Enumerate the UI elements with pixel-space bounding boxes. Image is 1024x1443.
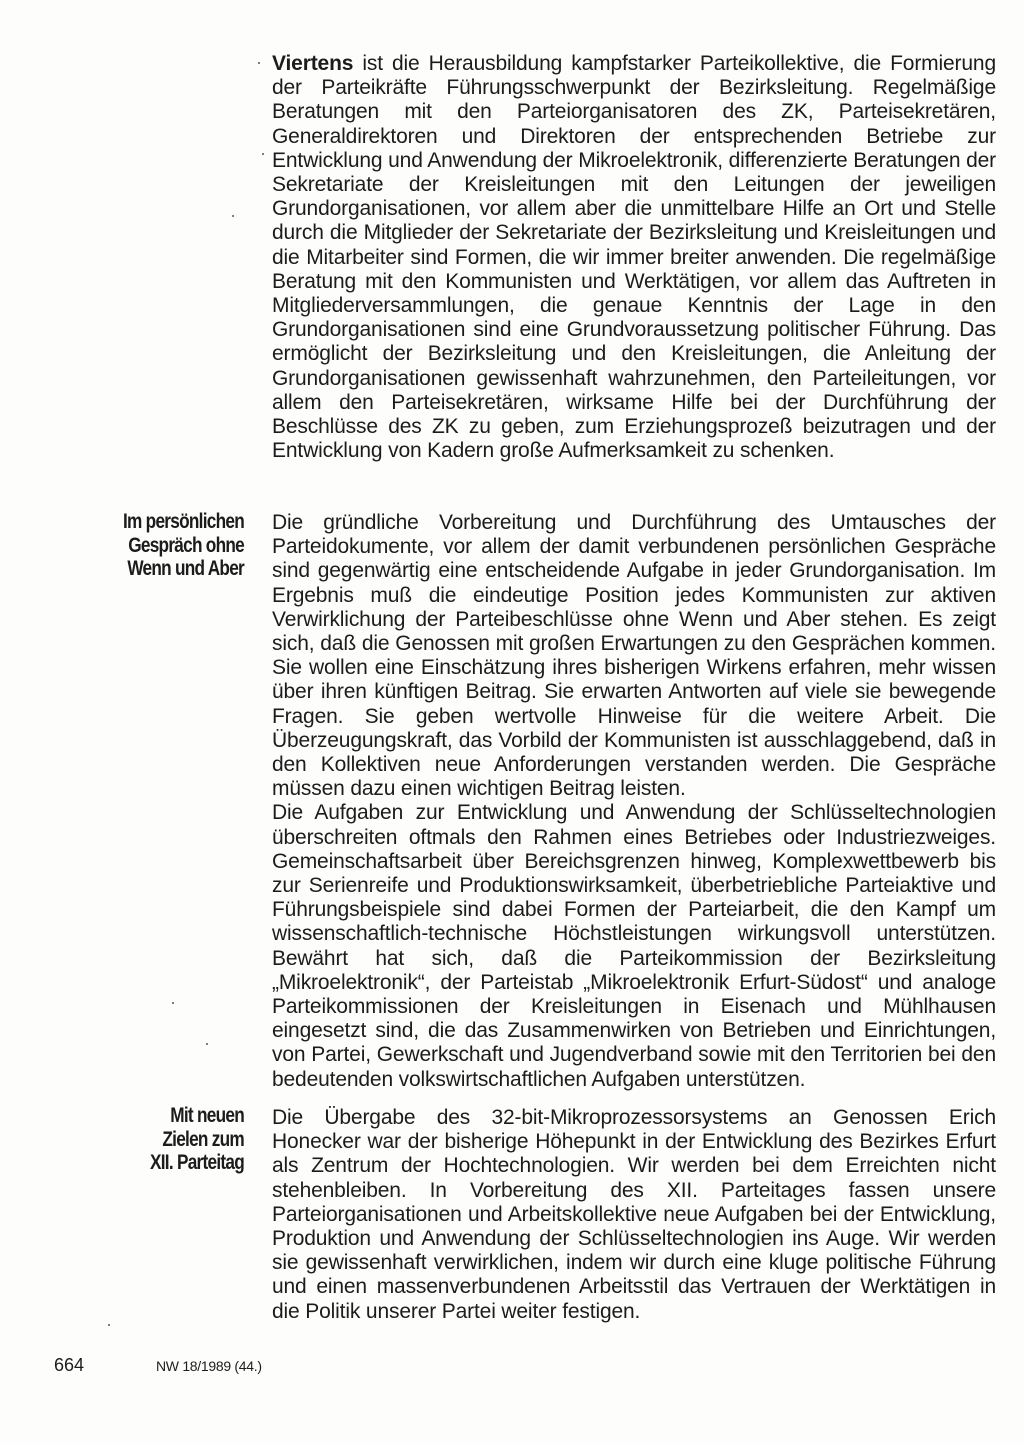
section-viertens [272, 52, 996, 463]
margin-heading-line: Zielen zum [162, 1127, 244, 1151]
paragraph-viertens [272, 52, 996, 463]
paragraph-text: ist die Herausbildung kampfstarker Parteikollektive, die Formierung der Parteikräfte Führungsschwerpunkt der Bezirksleitung. Regelmäßige Beratungen mit den Parteiorganisatoren des ZK, Parteisekretären, Generaldirektoren und Direktoren der entsprechenden Betriebe zur Entwicklung und Anwendung der Mikroelektronik, differenzierte Beratungen der Sekretariate der Kreisleitungen mit den Leitungen der jeweiligen Grundorganisationen, vor allem aber die unmittelbare Hilfe an Ort und Stelle durch die Mitglieder der Sekretariate der Bezirksleitung und Kreisleitungen und die Mitarbeiter sind Formen, die wir immer breiter anwenden. Die regelmäßige Beratung mit den Kommunisten und Werktätigen, vor allem das Auftreten in Mitgliederversammlungen, die genaue Kenntnis der Lage in den Grundorganisationen sind eine Grundvoraussetzung politischer Führung. Das ermöglicht der Bezirksleitung und den Kreisleitungen, die Anleitung der Grundorganisationen gewissenhaft wahrzunehmen, den Parteileitungen, vor allem den Parteisekretären, wirksame Hilfe bei der Durchführung der Beschlüsse des ZK zu geben, zum Erziehungsprozeß beizutragen und der Entwicklung von Kadern große Aufmerksamkeit zu schenken. [272, 52, 996, 463]
paragraph-uebergabe: Die Übergabe des 32-bit-Mikroprozessorsystems an Genossen Erich Honecker war der bisherige Höhepunkt in der Entwicklung des Bezirkes Erfurt als Zentrum der Hochtechnologien. Wir werden bei dem Erreichten nicht stehenbleiben. In Vorbereitung des XII. Parteitages fassen unsere Parteiorganisationen und Arbeitskollektive neue Aufgaben bei der Entwicklung, Produktion und Anwendung der Schlüsseltechnologien ins Auge. Wir werden sie gewissenhaft verwirklichen, indem wir durch eine kluge politische Führung und einen massenverbundenen Arbeitsstil das Vertrauen der Werktätigen in die Politik unserer Partei weiter festigen. [272, 1106, 996, 1323]
print-speck [108, 1324, 110, 1326]
margin-heading-neue-ziele [88, 1104, 244, 1175]
margin-heading-line: Im persönlichen [123, 510, 244, 533]
print-speck [206, 1043, 208, 1045]
print-speck [172, 1002, 174, 1004]
margin-heading-line: Wenn und Aber [127, 557, 244, 580]
page-number: 664 [54, 1355, 85, 1375]
margin-heading-line: Mit neuen [170, 1104, 244, 1127]
section-gespraeche [272, 511, 996, 1092]
print-speck [258, 62, 260, 64]
paragraph-schluesseltechnologien: Die Aufgaben zur Entwicklung und Anwendung der Schlüsseltechnologien überschreiten oftmals den Rahmen eines Betriebes oder Industriezweiges. Gemeinschaftsarbeit über Bereichsgrenzen hinweg, Komplexwettbewerb bis zur Serienreife und Produktionswirksamkeit, überbetriebliche Parteiaktive und Führungsbeispiele sind dabei Formen der Parteiarbeit, die den Kampf um wissenschaftlich-technische Höchstleistungen wirkungsvoll unterstützen. Bewährt hat sich, daß die Parteikommission der Bezirksleitung „Mikroelektronik“, der Parteistab „Mikroelektronik Erfurt-Südost“ und analoge Parteikommissionen der Kreisleitungen in Eisenach und Mühlhausen eingesetzt sind, die das Zusammenwirken von Betrieben und Einrichtungen, von Partei, Gewerkschaft und Jugendverband sowie mit den Territorien bei den bedeutenden volkswirtschaftlichen Aufgaben unterstützen. [272, 801, 996, 1091]
margin-heading-line: XII. Parteitag [150, 1151, 244, 1174]
lead-word: Viertens [272, 52, 354, 75]
margin-heading-line: Gespräch ohne [128, 533, 244, 557]
paragraph-umtausch: Die gründliche Vorbereitung und Durchführung des Umtausches der Parteidokumente, vor allem der damit verbundenen persönlichen Gespräche sind gegenwärtig eine entscheidende Aufgabe in jeder Grundorganisation. Im Ergebnis muß die eindeutige Position jedes Kommunisten zur aktiven Verwirklichung der Parteibeschlüsse ohne Wenn und Aber stehen. Es zeigt sich, daß die Genossen mit großen Erwartungen zu den Gesprächen kommen. Sie wollen eine Einschätzung ihres bisherigen Wirkens erfahren, mehr wissen über ihren künftigen Beitrag. Sie erwarten Antworten auf viele sie bewegende Fragen. Sie geben wertvolle Hinweise für die weitere Arbeit. Die Überzeugungskraft, das Vorbild der Kommunisten ist ausschlaggebend, daß in den Kollektiven neue Anforderungen verstanden werden. Die Gespräche müssen dazu einen wichtigen Beitrag leisten. [272, 511, 996, 801]
print-speck [262, 153, 264, 155]
margin-heading-persoenliches-gespraech [88, 510, 244, 581]
print-speck [232, 215, 234, 217]
journal-reference: NW 18/1989 (44.) [156, 1358, 262, 1374]
section-parteitag [272, 1106, 996, 1324]
